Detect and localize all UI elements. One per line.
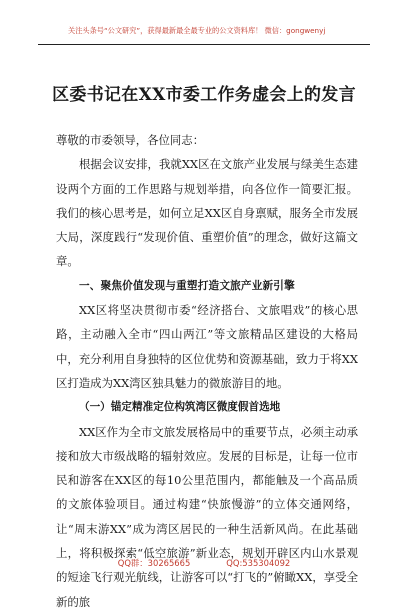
- document-body: [56, 128, 358, 614]
- section-heading-1: 一、聚焦价值发现与重塑打造文旅产业新引擎: [79, 279, 295, 292]
- footer-qq-group: QQ群：30265665: [117, 558, 191, 568]
- subsection-1-paragraph: XX区作为全市文旅发展格局中的重要节点，必须主动承接和放大市级战略的辐射效应。发展的目标是，让每一位市民和游客在XX区的每10公里范围内，都能触及一个高品质的文旅体验项目。通过构建“快旅慢游”的立体交通网络，让“周末游XX”成为湾区居民的一种生活新风尚。在此基础上，将积极探索“低空旅游”新业态，规划开辟区内山水景观的短途飞行观光航线，让游客可以“打飞的”俯瞰XX，享受全新的旅: [56, 424, 358, 609]
- greeting: 尊敬的市委领导，各位同志：: [56, 133, 205, 147]
- subsection-heading-1: （一）锚定精准定位构筑湾区微度假首选地: [79, 401, 281, 414]
- header-divider: [38, 44, 370, 45]
- footer-qq: QQ:535304092: [226, 558, 291, 568]
- section-1-paragraph: XX区将坚决贯彻市委“经济搭台、文旅唱戏”的核心思路，主动融入全市“四山两江”等文旅精品区建设的大格局中，充分利用自身独特的区位优势和资源基础，致力于将XX区打造成为XX湾区独具魅力的微旅游目的地。: [56, 303, 358, 390]
- document-title: 区委书记在XX市委工作务虚会上的发言: [52, 85, 356, 105]
- footer: [0, 557, 408, 569]
- intro-paragraph: 根据会议安排，我就XX区在文旅产业发展与绿美生态建设两个方面的工作思路与规划举措，向各位作一简要汇报。我们的核心思考是，如何立足XX区自身禀赋，服务全市发展大局，深度践行“发现价值、重塑价值”的理念，做好这篇文章。: [56, 157, 358, 269]
- header-banner: 关注头条号“公文研究”，获得最新最全最专业的公文资料库！ 微信：gongwenyj: [68, 26, 326, 35]
